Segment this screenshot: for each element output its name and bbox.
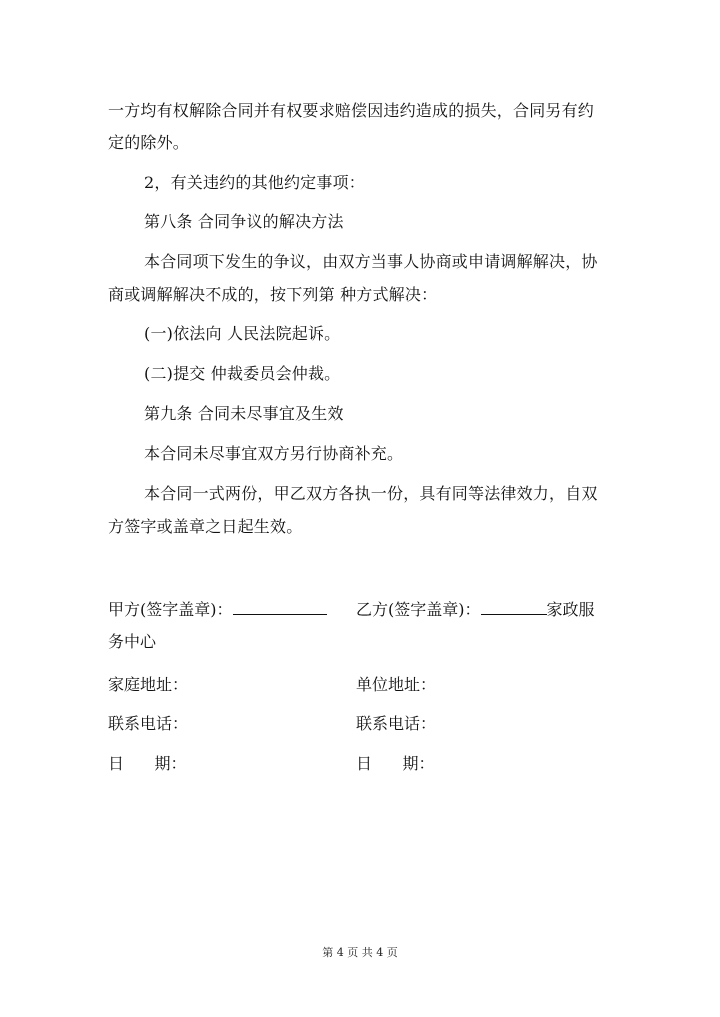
paragraph-line: 一方均有权解除合同并有权要求赔偿因违约造成的损失，合同另有约	[108, 101, 595, 120]
party-b-name-part2: 务中心	[108, 632, 157, 651]
option-line: (二)提交 仲裁委员会仲裁。	[144, 364, 341, 383]
party-a-phone-label: 联系电话：	[108, 714, 189, 733]
paragraph-line: 商或调解解决不成的，按下列第 种方式解决：	[108, 285, 438, 304]
party-b-address-label: 单位地址：	[356, 675, 437, 694]
article-heading: 第九条 合同未尽事宜及生效	[144, 404, 344, 423]
paragraph-line: 2，有关违约的其他约定事项：	[144, 173, 365, 192]
party-b-signature	[356, 600, 595, 620]
party-b-phone-label: 联系电话：	[356, 714, 437, 733]
paragraph-line: 本合同未尽事宜双方另行协商补充。	[144, 444, 404, 463]
paragraph-line: 本合同项下发生的争议，由双方当事人协商或申请调解解决，协	[144, 252, 598, 271]
party-a-date-label: 日 期：	[108, 754, 187, 773]
option-line: (一)依法向 人民法院起诉。	[144, 324, 341, 343]
party-b-label: 乙方(签字盖章)：	[356, 600, 481, 619]
party-b-signature-blank	[481, 600, 547, 615]
article-heading: 第八条 合同争议的解决方法	[144, 212, 344, 231]
paragraph-line: 定的除外。	[108, 133, 190, 152]
party-b-name-part1: 家政服	[546, 600, 595, 619]
paragraph-line: 本合同一式两份，甲乙双方各执一份，具有同等法律效力，自双	[144, 484, 598, 503]
page-number: 第 4 页 共 4 页	[322, 946, 398, 959]
paragraph-line: 方签字或盖章之日起生效。	[108, 517, 303, 536]
party-a-signature	[108, 600, 327, 620]
party-b-date-label: 日 期：	[356, 754, 435, 773]
party-a-address-label: 家庭地址：	[108, 675, 189, 694]
party-a-label: 甲方(签字盖章)：	[108, 600, 233, 619]
party-a-signature-blank	[233, 600, 327, 615]
